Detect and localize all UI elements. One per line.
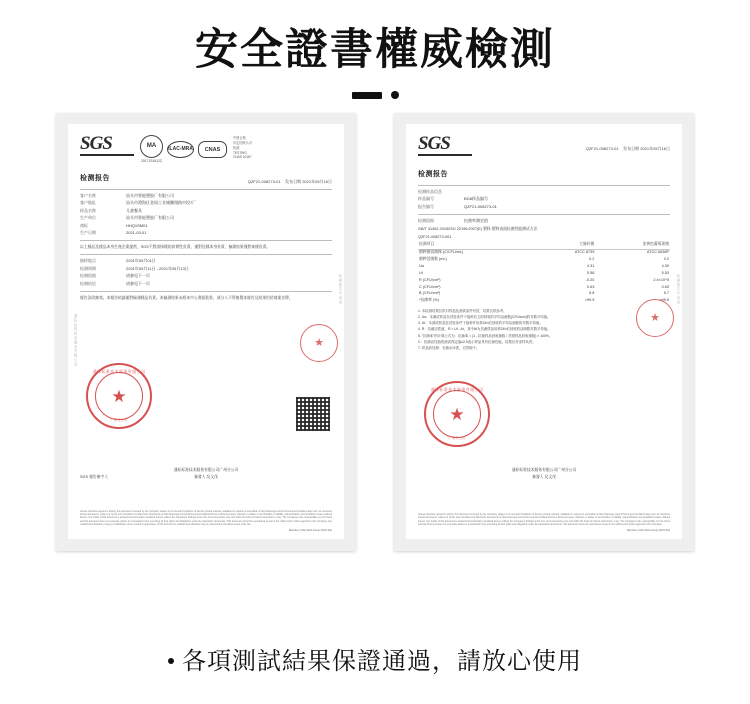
- row-value: 0.2: [589, 257, 595, 262]
- issue-date-value-left: 2021年05月16日: [302, 178, 332, 184]
- note-item: C：抗菌活性值的测试判定值≥2.0表示样品具有抗菌性能，结果仅对来样负责。: [418, 340, 536, 345]
- field-key: 客户地址: [80, 200, 96, 206]
- footer-legal-text-left: Unless otherwise agreed in writing, this document is issued by the Company subject to its General Conditions of Service printed overleaf, available on request or accessible at http://www.sgs.com/en/Terms-and-Conditions.aspx and, for electronic format documents, subject to Terms and Conditions for Electronic Documents at http://www.sgs.com/en/Terms-and-Conditions/Terms-e-Document.aspx. Attention is drawn to the limitation of liability, indemnification and jurisdiction issues defined therein. Any holder of this document is advised that information contained hereon reflects the Company's findings at the time of its intervention only and within the limits of Client's instructions, if any. The Company's sole responsibility is to its Client and this document does not exonerate parties to a transaction from exercising all their rights and obligations under the transaction documents. This document cannot be reproduced except in full, without prior written approval of the Company. Any unauthorized alteration, forgery or falsification of the content or appearance of this document is unlawful and offenders may be prosecuted to the fullest extent of the law.: [80, 510, 332, 527]
- sgs-logo-underline: [418, 154, 472, 156]
- left-margin-watermark: 通标标准技术服务有限公司: [73, 314, 78, 367]
- row-value: ATCC 6538P: [646, 250, 669, 255]
- seal-bottom-text: 广州分公司: [110, 418, 128, 423]
- signature-row-left: [80, 468, 332, 481]
- field-key: 生产日期: [80, 230, 96, 236]
- report-title-left: 检测报告: [80, 175, 110, 183]
- field-row: [418, 196, 670, 202]
- row-label: Ua: [419, 263, 424, 268]
- certificate-gallery: [0, 113, 750, 551]
- report-no-value-right: QZF21-008273-01: [585, 146, 619, 152]
- sampling-statement: 以上樣品及樣品本身生產企業提供，SGS不對該採樣的真實性負責，僅對送樣本身負責，檢測結果僅對來樣負責。: [80, 245, 271, 250]
- caption-text: 各項測試結果保證通過，請放心使用: [182, 648, 582, 675]
- note-item: 2. Ua：本测试样品在试验条件下接种后立即回收的平均活菌数(CFU/cm²)的对数平均值。: [418, 314, 551, 319]
- certificate-card-left[interactable]: [56, 113, 356, 551]
- section-rule-left: [80, 240, 332, 241]
- section-rule-left-3: [80, 291, 332, 292]
- field-value: 2021-03-01: [126, 230, 147, 236]
- caption-bullet-icon: [168, 658, 174, 664]
- secondary-seal-star-icon: ★: [650, 311, 660, 324]
- company-name-left: 通标标准技术服务有限公司广州分公司: [173, 467, 239, 472]
- method-label-row: [418, 218, 670, 224]
- bottom-caption: [0, 641, 750, 676]
- official-seal-right: [424, 381, 490, 447]
- column-header: 金黄色葡萄球菌: [595, 242, 670, 249]
- field-value: BG8样品编号: [464, 196, 489, 202]
- certificate-card-right[interactable]: [394, 113, 694, 551]
- header-rule-left: [80, 189, 332, 190]
- row-label: *抗菌率 (%): [419, 298, 439, 303]
- row-value: 5.58: [586, 270, 595, 275]
- sample-section-label-row: [418, 189, 670, 195]
- report-no-value-left: QZF21-008273-01: [247, 178, 281, 184]
- method-standard: GB/T 31402-2015/ISO 22196:2007(E) 塑料-塑料表面抗菌性能测试方法: [418, 226, 538, 231]
- field-row: [80, 193, 332, 199]
- field-value: 汕头市智能塑胶厂有限公司: [126, 192, 174, 198]
- right-margin-watermark-right: 检测报告专用章: [676, 274, 680, 305]
- mark-side-text: 中国合格 评定国家认可 检测 TESTING CNAS L0187: [233, 136, 253, 160]
- sgs-logo: SGS: [418, 133, 450, 155]
- row-value: >99.9: [584, 298, 595, 303]
- row-label: B (CFU/cm²): [419, 291, 441, 296]
- detail-row: [80, 266, 332, 272]
- report-note-left: 報告涂改無效。本報告結論僅對檢測樣品負責。本檢測結果未經本中心書面批准，部分人不得複製本報告及結果用於商業宣傳。: [80, 295, 293, 300]
- field-key: 报告编号: [418, 203, 434, 209]
- note-item: 5. "抗菌率"的计算公式为：抗菌率 = (1 - 抗菌样品回收菌数 / 对照样品回收菌数) × 100%。: [418, 333, 553, 338]
- row-value: 0.2: [663, 257, 669, 262]
- field-key: 样品名称: [80, 207, 96, 213]
- divider-dot: [391, 91, 399, 99]
- field-value: 汕头市澄海区金园工业城鹏翔路中段7厂: [126, 200, 197, 206]
- issue-date-value-right: 2021年05月16日: [640, 146, 670, 152]
- detail-key: 检测周期: [80, 265, 96, 271]
- divider-dash: [352, 92, 382, 99]
- row-value: >99.9: [659, 298, 669, 303]
- row-label: C (CFU/cm²): [419, 284, 441, 289]
- secondary-seal-left: [300, 324, 338, 362]
- field-key: 客户名称: [80, 192, 96, 198]
- table-row: [418, 249, 670, 256]
- ilac-mra-mark-icon: [167, 141, 194, 158]
- field-row: [80, 230, 332, 236]
- cnas-label: CNAS: [204, 146, 221, 153]
- ilac-mra-label: ILAC-MRA: [168, 145, 193, 152]
- accreditation-marks: [140, 135, 227, 164]
- table-row: [418, 270, 670, 277]
- secondary-seal-right: [636, 299, 674, 337]
- table-row: [418, 298, 670, 305]
- header-rule-right: [418, 185, 670, 186]
- sub-report-no: QZF21-008273-001: [418, 234, 452, 239]
- detail-value: 2021年05月11日 - 2021年05月13日: [126, 265, 189, 271]
- row-value: -0.20: [585, 277, 595, 282]
- footer-legal-text-right: Unless otherwise agreed in writing, this document is issued by the Company subject to its General Conditions of Service printed overleaf, available on request or accessible at http://www.sgs.com/en/Terms-and-Conditions.aspx and, for electronic format documents, subject to Terms and Conditions for Electronic Documents at http://www.sgs.com/en/Terms-and-Conditions/Terms-e-Document.aspx. Attention is drawn to the limitation of liability, indemnification and jurisdiction issues defined therein. Any holder of this document is advised that information contained hereon reflects the Company's findings at the time of its intervention only and within the limits of Client's instructions, if any. The Company's sole responsibility is to its Client and this document does not exonerate parties to a transaction from exercising all their rights and obligations under the transaction documents. This document cannot be reproduced except in full, without prior written approval of the Company.: [418, 514, 670, 527]
- row-value: 0.63: [661, 284, 669, 289]
- row-value: 0.63: [586, 284, 595, 289]
- footer-legal-right: [418, 514, 670, 533]
- field-value: 儿童餐具: [126, 207, 142, 213]
- note-item: 1. 本检测结果仅供对样品及测试条件有效，结果仅供参考。: [418, 308, 507, 313]
- cnas-mark-icon: [198, 141, 227, 158]
- table-header-row: [418, 242, 670, 249]
- issue-date-label-right: 发布日期: [623, 146, 640, 152]
- footer-legal-left: [80, 511, 332, 533]
- method-label: 检测依据: [418, 217, 434, 223]
- signer-left: 簽發人 吳文茂: [194, 475, 218, 480]
- table-row: [418, 257, 670, 264]
- column-header: 检测项目: [418, 242, 539, 249]
- footer-member-right: Member of the SGS Group (SGS SA): [627, 529, 670, 533]
- seal-top-text: 通标标准技术服务有限公司: [430, 387, 484, 393]
- certificate-header-left: [80, 134, 332, 164]
- field-row: [80, 200, 332, 206]
- row-value: 5.7: [663, 291, 669, 296]
- cma-mark-label: MA: [146, 143, 157, 150]
- field-row: [80, 215, 332, 221]
- seal-star-icon: ★: [449, 404, 465, 424]
- detail-row: [80, 281, 332, 287]
- detail-key: 抽样地点: [80, 258, 96, 264]
- row-label: Ut: [419, 270, 423, 275]
- field-value: 汕头市智能塑胶厂有限公司: [126, 215, 174, 221]
- report-title-right: 检测报告: [418, 171, 448, 179]
- official-seal-left: [86, 363, 152, 429]
- row-value: 4.31: [586, 263, 595, 268]
- page-title: 安全證書權威檢測: [195, 26, 555, 74]
- sgs-logo-underline: [80, 154, 134, 156]
- section-rule-left-2: [80, 254, 332, 255]
- row-label: R (CFU/cm²): [419, 277, 441, 282]
- field-row: [80, 223, 332, 229]
- right-margin-watermark: 检测报告专用章: [338, 274, 342, 305]
- row-label: 菌种测试菌株 (C/CFU/mL): [419, 250, 464, 255]
- note-item: 7. 样品前处理：无菌水冲洗，自然晾干。: [418, 346, 480, 351]
- footer-member-left: Member of the SGS Group (SGS SA): [289, 529, 332, 533]
- field-row: [80, 208, 332, 214]
- row-value: ATCC 8739: [574, 250, 595, 255]
- detail-key: 检测结论: [80, 280, 96, 286]
- row-value: 5.8: [589, 291, 595, 296]
- note-item: 4. R：抗菌活性值，R = Ut - At，其中At为抗菌样品培养24h后回收的活菌数对数平均值。: [418, 327, 551, 332]
- certificate-document-right: [406, 124, 682, 539]
- row-value: 4.30: [661, 263, 669, 268]
- field-row: [418, 204, 670, 210]
- cma-mark-icon: [140, 135, 163, 158]
- seal-bottom-text: 广州分公司: [448, 436, 466, 441]
- method-name: 抗菌率测定值: [464, 217, 488, 223]
- row-value: 2.4×10^5: [653, 277, 669, 282]
- title-divider: [0, 91, 750, 99]
- row-value: 5.53: [661, 270, 669, 275]
- signature-label-left: SGS 報告簽字人: [80, 475, 109, 480]
- detail-row: [80, 273, 332, 279]
- field-value: QZF21-008273-01: [464, 203, 497, 209]
- row-label: 菌种活菌数 (mL): [419, 257, 447, 262]
- test-results-table: [418, 242, 670, 305]
- field-key: 商标: [80, 222, 88, 228]
- detail-key: 检测依据: [80, 273, 96, 279]
- table-row: [418, 291, 670, 298]
- company-name-right: 通标标准技术服务有限公司广州分公司: [511, 467, 577, 472]
- table-row: [418, 277, 670, 284]
- signature-row-right: [418, 468, 670, 481]
- table-row: [418, 284, 670, 291]
- seal-top-text: 通标标准技术服务有限公司: [92, 369, 146, 375]
- field-key: 样品编号: [418, 196, 434, 202]
- issue-date-label-left: 发布日期: [285, 178, 302, 184]
- detail-row: [80, 258, 332, 264]
- field-key: 生产单位: [80, 215, 96, 221]
- certificate-header-right: [418, 134, 670, 164]
- table-row: [418, 263, 670, 270]
- secondary-seal-star-icon: ★: [314, 336, 324, 349]
- detail-value: 请参见下一页: [126, 273, 150, 279]
- detail-value: 请参见下一页: [126, 280, 150, 286]
- cma-mark-sub: 2017191612Z: [141, 159, 162, 164]
- section-rule-right: [418, 214, 670, 215]
- test-notes: [418, 309, 670, 352]
- seal-star-icon: ★: [111, 386, 127, 406]
- note-item: 3. Ut：本测试样品在试验条件下接种并培养24h后回收的平均活菌数的对数平均值。: [418, 321, 543, 326]
- sample-section-label: 检测样品信息: [418, 188, 442, 194]
- sgs-logo: SGS: [80, 133, 112, 155]
- field-value: HHQ1SM01: [126, 222, 148, 228]
- detail-value: 2021年05月01日: [126, 258, 156, 264]
- qr-code-left[interactable]: [296, 397, 330, 431]
- certificate-document-left: [68, 124, 344, 539]
- signer-right: 簽發人 吳文茂: [532, 475, 556, 480]
- column-header: 大肠杆菌: [539, 242, 595, 249]
